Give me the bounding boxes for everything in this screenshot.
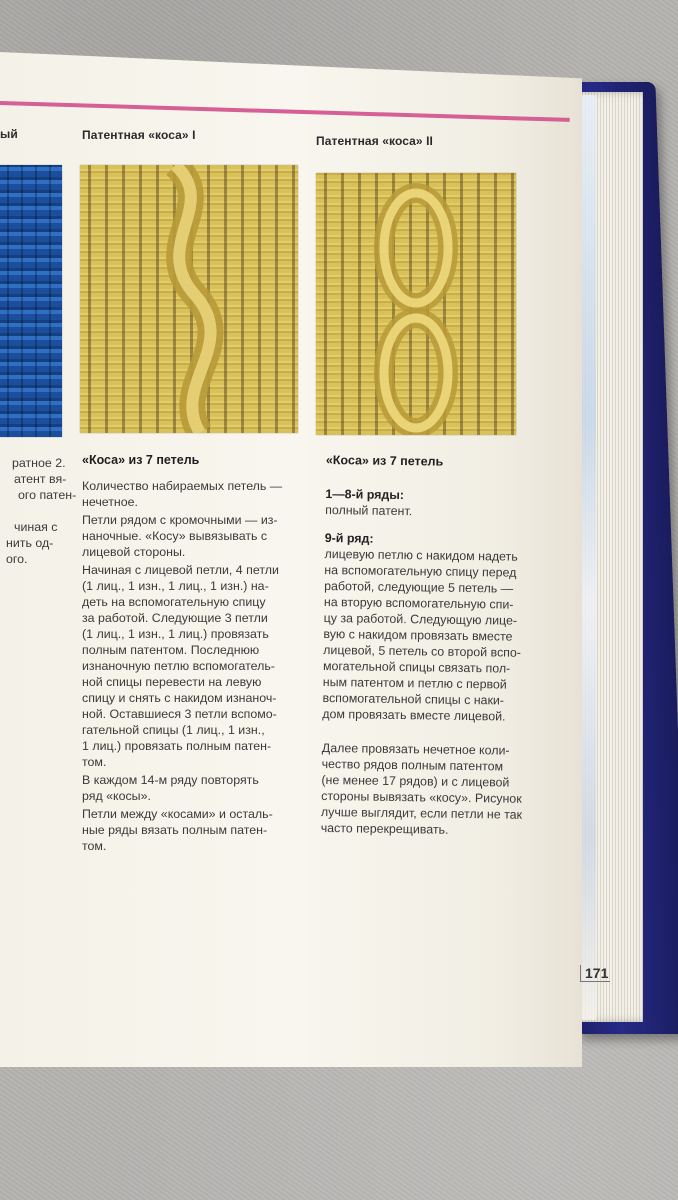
column2-subtitle: «Коса» из 7 петель xyxy=(325,452,444,469)
c1-para-3: Начиная с лицевой петли, 4 петли (1 лиц., 1 изн., 1 лиц., 1 изн.) на- деть на вспомогательную спицу за работой. Следующие 3 петли (1 лиц., 1 изн., 1 лиц.) провязать полным патентом. Последнюю изнаночную петлю вспомогатель- ной спицы перевести на левую спицу и снять с накидом изнаноч- ной. Оставшиеся 3 петли вспомо- гательной спицы (1 лиц., 1 изн., 1 лиц.) провязать полным патен- том. xyxy=(82,563,279,769)
column1-title: Патентная «коса» I xyxy=(82,128,196,142)
c1-para-5: Петли между «косами» и осталь- ные ряды вязать полным патен- том. xyxy=(82,807,273,853)
row9-heading: 9-й ряд: xyxy=(324,530,374,546)
blue-knit-swatch xyxy=(0,165,62,437)
column2-title: Патентная «коса» II xyxy=(316,134,433,148)
cable-pattern-1 xyxy=(80,165,298,433)
page-number: 171 xyxy=(580,965,610,982)
final-note: Далее провязать нечетное коли- чество рядов полным патентом (не менее 17 рядов) и с лицевой стороны вывязать «косу». Рисунок лучше выглядит, если петли не так часто перекрещивать. xyxy=(320,740,523,837)
column1-subtitle: «Коса» из 7 петель xyxy=(82,453,200,467)
c1-para-1: Количество набираемых петель — нечетное. xyxy=(82,479,283,509)
column2-text xyxy=(321,452,562,839)
left-column-text: ратное 2. атент вя- ого патен- чиная с нить од- ого. xyxy=(6,456,77,566)
row9-text: лицевую петлю с накидом надеть на вспомогательную спицу перед работой, следующие 5 петель — на вторую вспомогательную спи- цу за работой. Следующую лице- вую с накидом провязать вместе лицевой, 5 петель со второй вспо- могательной спицы связать пол- ным патентом и петлю с первой вспомогательной спицы с наки- дом провязать вместе лицевой. xyxy=(322,546,522,724)
row1-heading: 1—8-й ряды: xyxy=(325,486,405,503)
left-column-title: ый xyxy=(0,127,18,141)
c1-para-4: В каждом 14-м ряду повторять ряд «косы». xyxy=(82,773,259,803)
column1-text xyxy=(82,452,322,854)
c1-para-2: Петли рядом с кромочными — из- наночные. «Косу» вывязывать с лицевой стороны. xyxy=(82,513,278,559)
cable-swatch-2 xyxy=(316,173,516,435)
cable-pattern-2 xyxy=(316,173,516,435)
cable-swatch-1 xyxy=(80,165,298,433)
row1-text: полный патент. xyxy=(325,502,413,519)
